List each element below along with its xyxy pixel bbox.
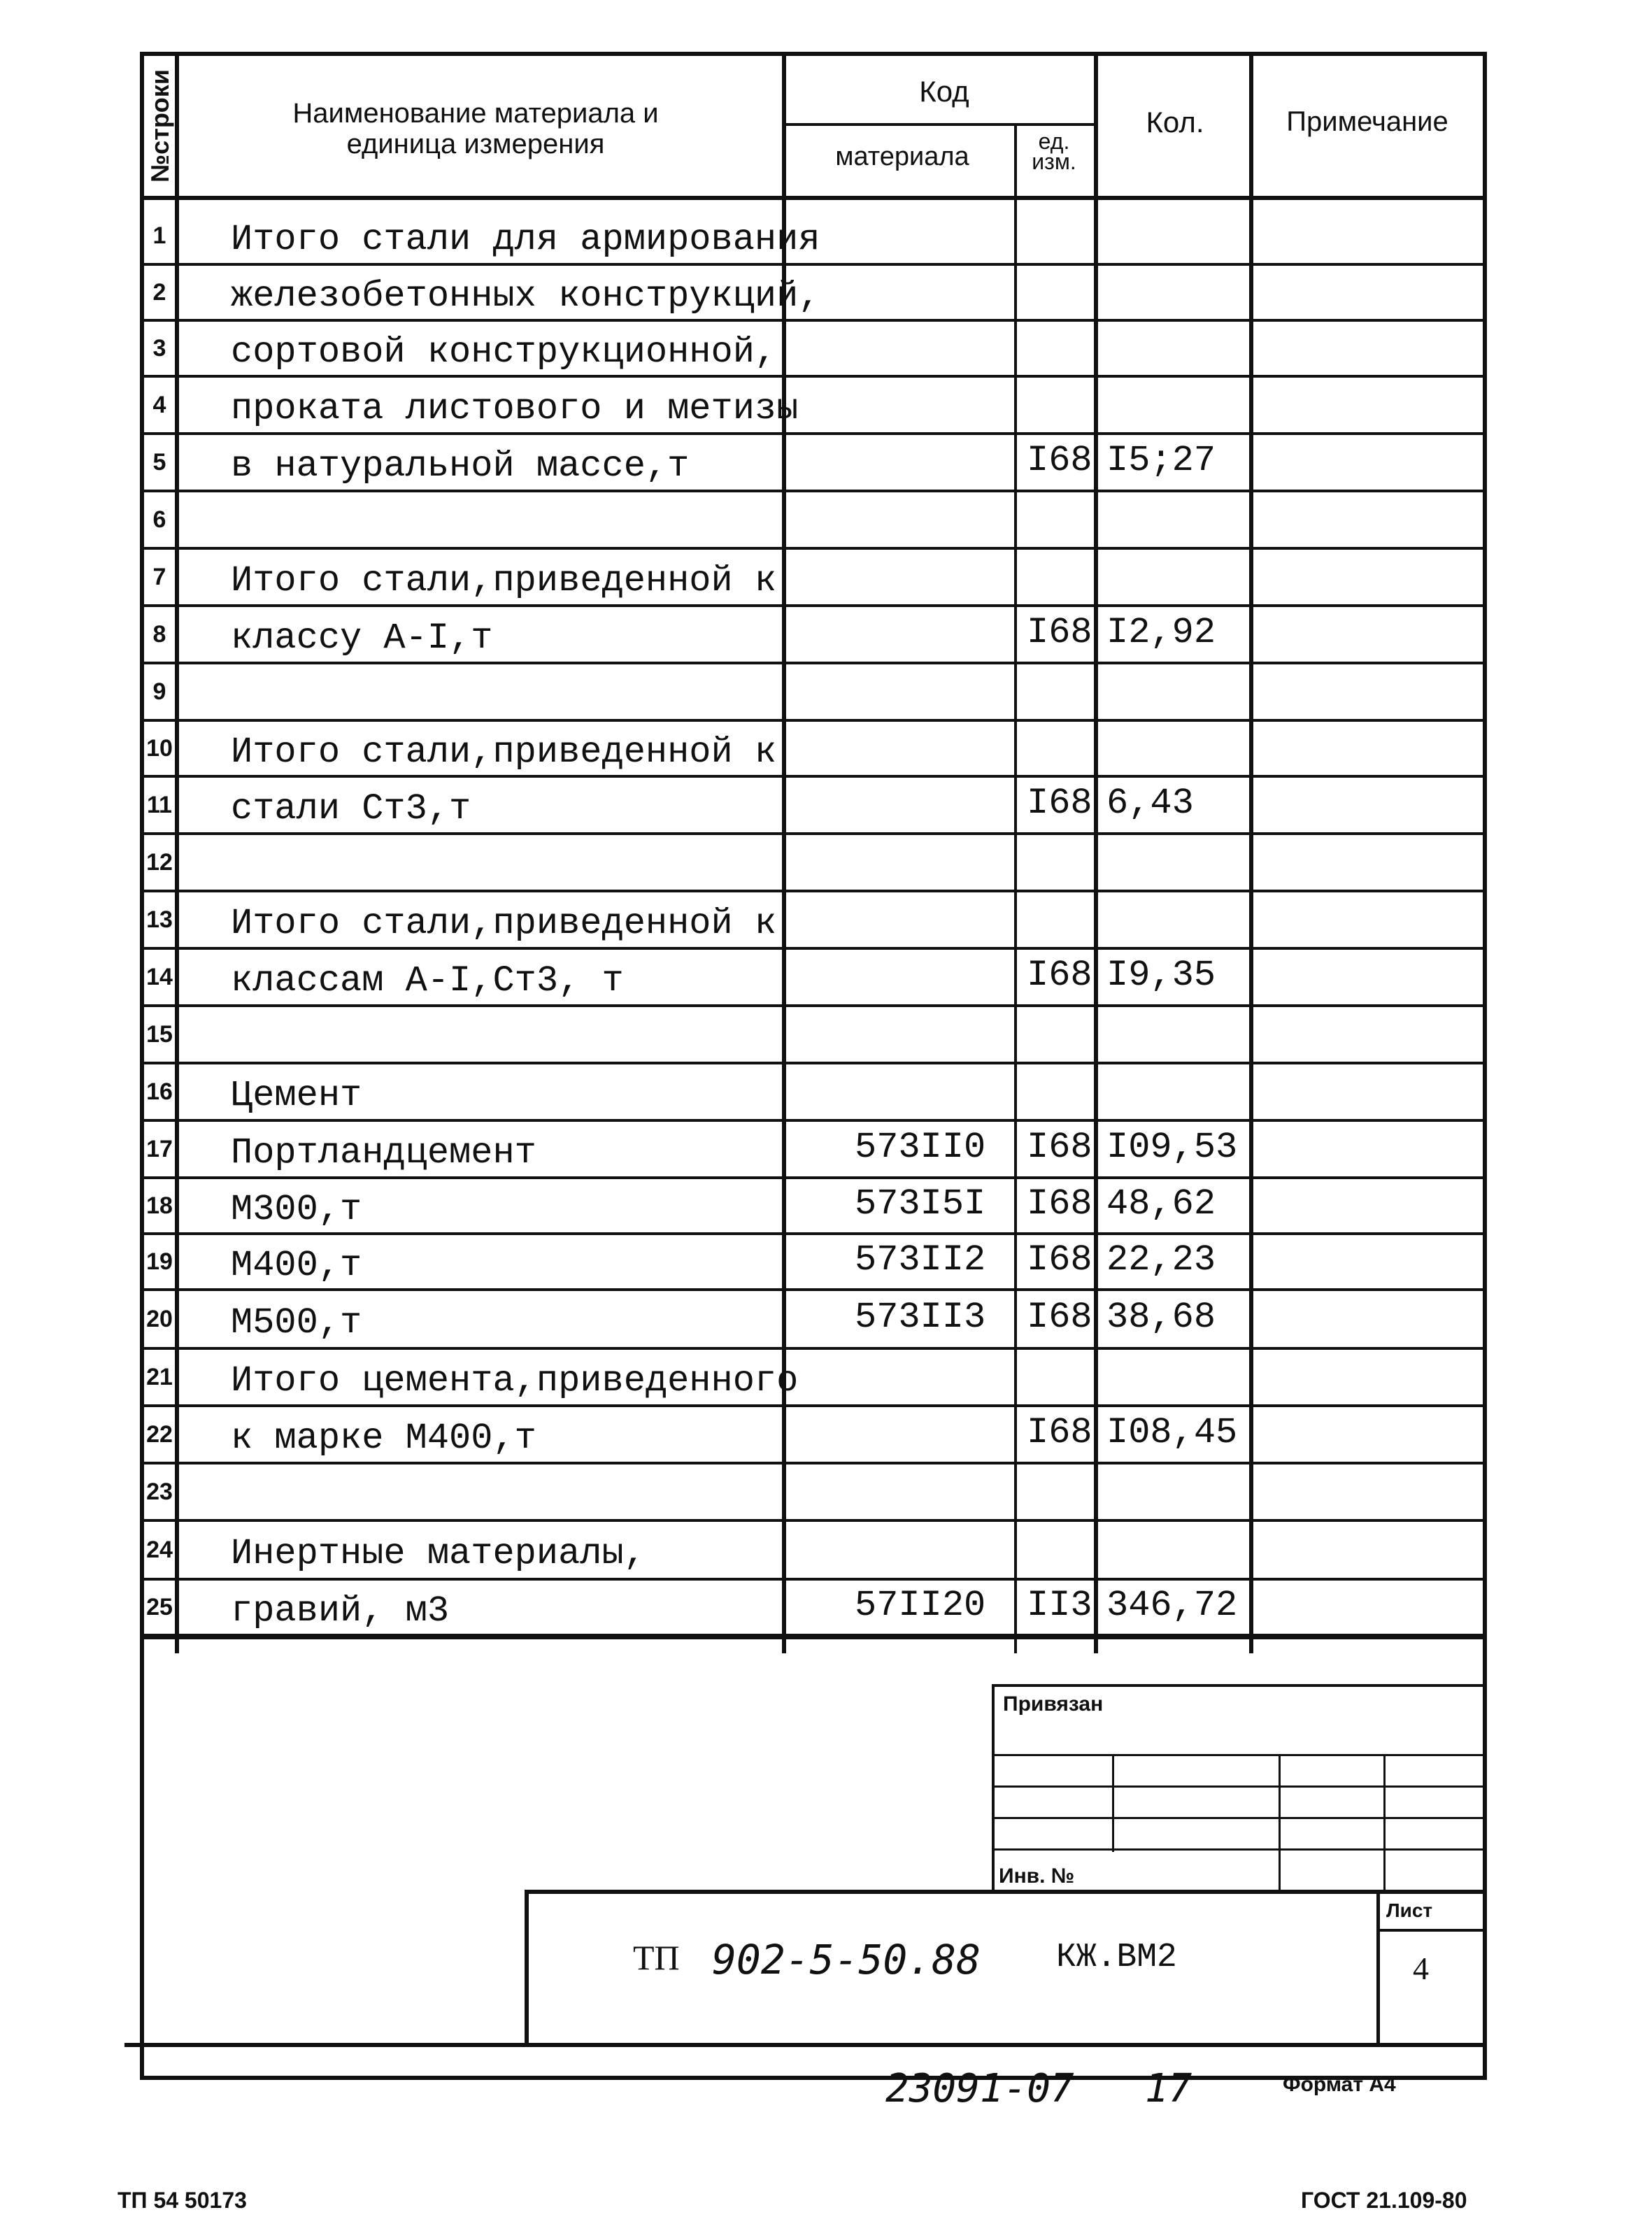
material-name: гравий, м3 (231, 1590, 450, 1632)
material-name: Итого цемента,приведенного (231, 1360, 799, 1402)
row-number: 24 (146, 1537, 173, 1563)
row-number: 7 (152, 564, 166, 590)
row-separator (140, 890, 1487, 892)
quantity: 346,72 (1106, 1585, 1238, 1626)
material-name: Портландцемент (231, 1132, 536, 1174)
unit-code: I68 (1027, 440, 1092, 481)
material-name: Итого стали для армирования (231, 219, 820, 260)
material-name: классу А-I,т (231, 618, 493, 659)
project-number: 902-5-50.88 (712, 1936, 981, 1983)
name-header: Наименование материала и единица измерения (292, 98, 659, 159)
row-number: 4 (152, 392, 166, 418)
row-number: 2 (152, 279, 166, 306)
row-separator (140, 1347, 1487, 1350)
material-name: сортовой конструкционной, (231, 332, 777, 373)
note-header: Примечание (1286, 106, 1448, 137)
row-number: 22 (146, 1421, 173, 1448)
row-separator (140, 432, 1487, 435)
material-code: 573II3 (855, 1297, 986, 1338)
unit-code: I68 (1027, 612, 1092, 653)
row-number: 10 (146, 735, 173, 762)
gost-label: ГОСТ 21.109-80 (1301, 2188, 1467, 2213)
row-separator (140, 1404, 1487, 1407)
qty-header: Кол. (1146, 106, 1204, 138)
code-material-header: материала (835, 142, 969, 171)
row-separator (140, 832, 1487, 835)
col-line-qty (1249, 52, 1253, 1653)
material-name: М500,т (231, 1302, 362, 1343)
material-name: М400,т (231, 1245, 362, 1286)
row-separator (140, 1119, 1487, 1122)
row-number: 21 (146, 1364, 173, 1390)
inv-no-label: Инв. № (999, 1865, 1075, 1888)
row-number: 15 (146, 1021, 173, 1048)
material-code: 573II0 (855, 1127, 986, 1168)
row-number: 16 (146, 1078, 173, 1105)
row-separator (140, 1634, 1487, 1637)
row-separator (140, 1519, 1487, 1522)
quantity: I08,45 (1106, 1412, 1238, 1453)
row-number: 14 (146, 964, 173, 990)
row-separator (140, 1578, 1487, 1581)
material-name: Итого стали,приведенной к (231, 560, 777, 601)
material-name: Цемент (231, 1075, 362, 1116)
sheet-number: 4 (1413, 1951, 1429, 1986)
material-name: классам А-I,Ст3, т (231, 960, 624, 1002)
privyazan-label: Привязан (1003, 1692, 1104, 1716)
quantity: 6,43 (1106, 783, 1194, 824)
material-name: стали Ст3,т (231, 788, 471, 829)
title-tp: ТП (633, 1938, 680, 1977)
row-separator (140, 1462, 1487, 1464)
unit-code: I68 (1027, 955, 1092, 996)
row-number: 3 (152, 335, 166, 362)
row-no-header: №строки (145, 69, 175, 183)
header-bottom-line (140, 196, 1487, 200)
sheet-label: Лист (1386, 1899, 1433, 1921)
row-number: 1 (152, 222, 166, 249)
row-number: 13 (146, 906, 173, 933)
document-code: КЖ.ВМ2 (1056, 1939, 1177, 1976)
row-separator (140, 375, 1487, 378)
row-number: 20 (146, 1306, 173, 1332)
material-name: Итого стали,приведенной к (231, 732, 777, 773)
title-block (525, 1890, 1487, 2044)
row-separator (140, 263, 1487, 266)
quantity: 48,62 (1106, 1183, 1216, 1225)
code-header: Код (919, 75, 969, 108)
quantity: 22,23 (1106, 1239, 1216, 1281)
unit-code: I68 (1027, 1239, 1092, 1281)
row-separator (140, 1062, 1487, 1064)
col-line-unit (1094, 52, 1098, 1653)
material-code: 57II20 (855, 1585, 986, 1626)
row-number: 17 (146, 1136, 173, 1162)
row-number: 23 (146, 1478, 173, 1505)
row-number: 18 (146, 1192, 173, 1219)
row-separator (140, 947, 1487, 950)
row-separator (140, 775, 1487, 778)
material-name: железобетонных конструкций, (231, 276, 820, 317)
material-name: М300,т (231, 1189, 362, 1230)
row-separator (140, 1004, 1487, 1007)
row-number: 5 (152, 449, 166, 476)
quantity: I2,92 (1106, 612, 1216, 653)
row-separator (140, 1232, 1487, 1235)
unit-code: I68 (1027, 783, 1092, 824)
row-number: 19 (146, 1248, 173, 1275)
material-name: Инертные материалы, (231, 1533, 646, 1574)
material-name: к марке М400,т (231, 1418, 536, 1459)
quantity: I9,35 (1106, 955, 1216, 996)
row-separator (140, 604, 1487, 607)
row-number: 6 (152, 506, 166, 533)
material-code: 573II2 (855, 1239, 986, 1281)
quantity: I09,53 (1106, 1127, 1238, 1168)
row-separator (140, 490, 1487, 492)
handwritten-number: 23091-07 17 (885, 2066, 1192, 2111)
row-separator (140, 1176, 1487, 1179)
unit-code: I68 (1027, 1183, 1092, 1225)
left-bottom-code: ТП 54 50173 (118, 2188, 247, 2213)
row-separator (140, 662, 1487, 664)
material-name: проката листового и метизы (231, 388, 799, 429)
quantity: I5;27 (1106, 440, 1216, 481)
col-line-code (1014, 123, 1017, 1653)
row-number: 11 (147, 792, 172, 818)
row-separator (140, 547, 1487, 550)
material-name: в натуральной массе,т (231, 446, 690, 487)
row-separator (140, 719, 1487, 722)
quantity: 38,68 (1106, 1297, 1216, 1338)
unit-code: II3 (1027, 1585, 1092, 1626)
unit-code: I68 (1027, 1297, 1092, 1338)
row-separator (140, 319, 1487, 322)
row-number: 12 (146, 849, 173, 876)
code-subheader-line (785, 123, 1095, 126)
row-number: 9 (152, 678, 166, 705)
row-number: 8 (152, 621, 166, 648)
code-unit-header: ед. изм. (1032, 129, 1076, 174)
row-separator (140, 1288, 1487, 1291)
format-label: Формат А4 (1283, 2073, 1396, 2096)
material-code: 573I5I (855, 1183, 986, 1225)
material-name: Итого стали,приведенной к (231, 903, 777, 944)
unit-code: I68 (1027, 1412, 1092, 1453)
row-number: 25 (146, 1594, 173, 1620)
unit-code: I68 (1027, 1127, 1092, 1168)
